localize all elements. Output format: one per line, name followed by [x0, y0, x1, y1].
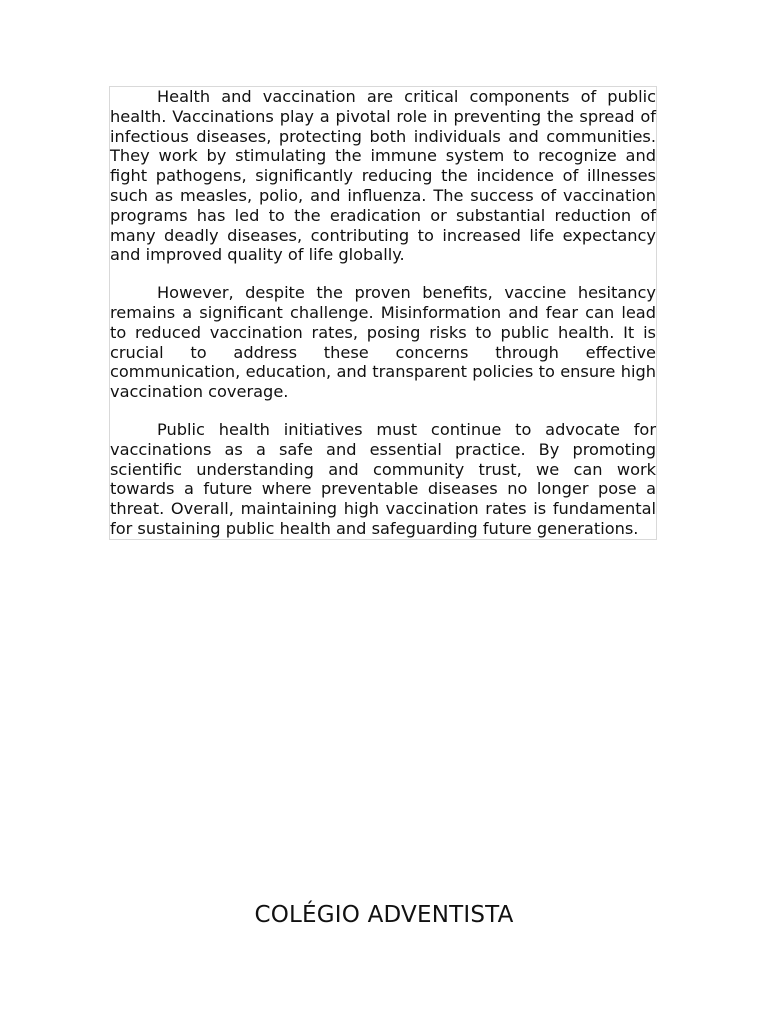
- school-name-footer: COLÉGIO ADVENTISTA: [254, 902, 514, 928]
- essay-text-box: [109, 86, 657, 540]
- paragraph-3: Public health initiatives must continue to advocate for vaccinations as a safe and essential practice. By promoting scientific understanding and community trust, we can work towards a future where preventable diseases no longer pose a threat. Overall, maintaining high vaccination rates is fundamental for sustaining public health and safeguarding future generations.: [110, 419, 656, 538]
- paragraph-1: Health and vaccination are critical components of public health. Vaccinations play a pivotal role in preventing the spread of infectious diseases, protecting both individuals and communities. They work by stimulating the immune system to recognize and fight pathogens, significantly reducing the incidence of illnesses such as measles, polio, and influenza. The success of vaccination programs has led to the eradication or substantial reduction of many deadly diseases, contributing to increased life expectancy and improved quality of life globally.: [110, 87, 656, 265]
- paragraph-2: However, despite the proven benefits, vaccine hesitancy remains a significant challenge. Misinformation and fear can lead to reduced vaccination rates, posing risks to public health. It is crucial to address these concerns through effective communication, education, and transparent policies to ensure high vaccination coverage.: [110, 283, 656, 402]
